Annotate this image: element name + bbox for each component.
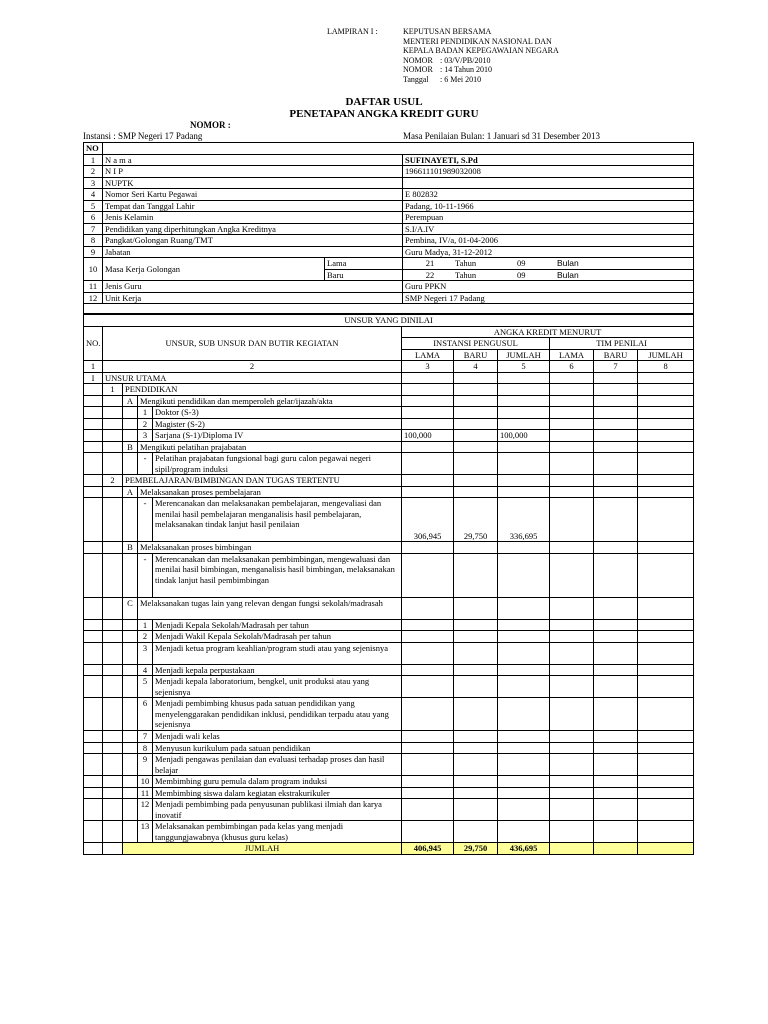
row-no: 2 (84, 166, 103, 178)
list-item (84, 731, 694, 743)
row-value (403, 177, 694, 189)
row-value: S.I/A.IV (403, 223, 694, 235)
row-no: 6 (84, 212, 103, 224)
list-item (84, 642, 694, 664)
colnum: 8 (638, 361, 694, 373)
nomor-label-1: NOMOR (403, 56, 433, 65)
item-no: 10 (138, 776, 153, 788)
list-item (84, 754, 694, 776)
item-label: Sarjana (S-1)/Diploma IV (153, 430, 402, 442)
item-label: Menjadi pembimbing khusus pada satuan pendidikan yang menyelenggarakan pendidikan inklusi, pendidikan terpadu atau yang sejenisnya (153, 698, 402, 731)
row-label: Jenis Guru (103, 281, 403, 293)
item-no: 4 (138, 664, 153, 676)
row-label: NUPTK (103, 177, 403, 189)
unsur-section-title: UNSUR YANG DINILAI (84, 315, 694, 327)
sub-unsur-label: Melaksanakan proses bimbingan (138, 542, 402, 554)
item-no: 3 (138, 642, 153, 664)
row-label: Unit Kerja (103, 292, 403, 304)
row-value: Padang, 10-11-1966 (403, 200, 694, 212)
header-line-1: KEPUTUSAN BERSAMA (403, 27, 492, 36)
value-jumlah: 100,000 (498, 430, 550, 442)
list-item (84, 676, 694, 698)
item-label: Menjadi kepala laboratorium, bengkel, unit produksi atau yang sejenisnya (153, 676, 402, 698)
identity-row (84, 246, 694, 258)
row-no: 7 (84, 223, 103, 235)
total-jumlah: 436,695 (498, 843, 550, 855)
item-label: Menjadi kepala perpustakaan (153, 664, 402, 676)
row-label: Jabatan (103, 246, 403, 258)
col-jumlah-1: JUMLAH (498, 349, 550, 361)
tanggal-value: : 6 Mei 2010 (440, 75, 482, 84)
item-label: Merencanakan dan melaksanakan pembimbingan, mengewaluasi dan menilai hasil bimbingan, menganalisis hasil bimbingan, melaksanakan tindak lanjut hasil pembimbingan (153, 553, 402, 597)
col-lama-2: LAMA (550, 349, 594, 361)
lampiran-label: LAMPIRAN I : (327, 27, 378, 36)
lama-bulan: 09 (517, 258, 526, 268)
masa-kerja-label: Masa Kerja Golongan (103, 258, 325, 281)
baru-label: Baru (325, 269, 403, 281)
masa-penilaian-text: Masa Penilaian Bulan: 1 Januari sd 31 Desember 2013 (403, 131, 600, 141)
item-no: 12 (138, 799, 153, 821)
identity-row (84, 189, 694, 201)
item-label: Melaksanakan pembimbingan pada kelas yang menjadi tanggungjawabnya (khusus guru kelas) (153, 821, 402, 843)
item-no: 9 (138, 754, 153, 776)
value-lama: 306,945 (402, 498, 454, 542)
sub-unsur-label: Melaksanakan proses pembelajaran (138, 486, 402, 498)
row-no: 4 (84, 189, 103, 201)
item-label: Menjadi ketua program keahlian/program studi atau yang sejenisnya (153, 642, 402, 664)
row-no: 5 (84, 200, 103, 212)
sub-unsur-label: Mengikuti pelatihan prajabatan (138, 441, 402, 453)
item-no: 11 (138, 787, 153, 799)
col-baru-2: BARU (594, 349, 638, 361)
identity-table (83, 142, 694, 314)
colnum: 5 (498, 361, 550, 373)
instansi-pengusul-header: INSTANSI PENGUSUL (402, 338, 550, 350)
header-line-3: KEPALA BADAN KEPEGAWAIAN NEGARA (403, 46, 559, 55)
value-jumlah: 336,695 (498, 498, 550, 542)
colnum: 1 (84, 361, 103, 373)
item-label: Menyusun kurikulum pada satuan pendidikan (153, 742, 402, 754)
col-lama-1: LAMA (402, 349, 454, 361)
list-item (84, 619, 694, 631)
row-label: Tempat dan Tanggal Lahir (103, 200, 403, 212)
item-no: 2 (138, 418, 153, 430)
item-dash: - (138, 553, 153, 597)
lama-tahun-label: Tahun (455, 258, 477, 268)
row-no: 1 (103, 384, 123, 396)
item-no: 7 (138, 731, 153, 743)
list-item (84, 664, 694, 676)
nomor-value-2: : 14 Tahun 2010 (440, 65, 492, 74)
row-letter: B (123, 441, 138, 453)
lama-bulan-label: Bulan (557, 258, 579, 268)
identity-row (84, 281, 694, 293)
unsur-utama: UNSUR UTAMA (103, 372, 402, 384)
col-unsur-header: UNSUR, SUB UNSUR DAN BUTIR KEGIATAN (103, 326, 402, 361)
row-no: 11 (84, 281, 103, 293)
item-no: 8 (138, 742, 153, 754)
item-label: Merencanakan dan melaksanakan pembelajaran, mengevaliasi dan menilai hasil pembelajaran menganalisis hasil pembelajaran, melaksanakan tindak lanjut hasil penilaian (153, 498, 402, 542)
angka-kredit-header: ANGKA KREDIT MENURUT (402, 326, 694, 338)
col-baru-1: BARU (454, 349, 498, 361)
nomor-value-1: : 03/V/PB/2010 (440, 56, 491, 65)
row-value: SMP Negeri 17 Padang (403, 292, 694, 304)
identity-row (84, 223, 694, 235)
value-baru: 29,750 (454, 498, 498, 542)
colnum: 6 (550, 361, 594, 373)
item-label: Menjadi pengawas penilaian dan evaluasi terhadap proses dan hasil belajar (153, 754, 402, 776)
nomor-label-2: NOMOR (403, 65, 433, 74)
tim-penilai-header: TIM PENILAI (550, 338, 694, 350)
item-dash: - (138, 498, 153, 542)
baru-bulan-label: Bulan (557, 269, 579, 280)
item-no: 3 (138, 430, 153, 442)
colnum: 7 (594, 361, 638, 373)
row-label: Jenis Kelamin (103, 212, 403, 224)
colnum: 2 (103, 361, 402, 373)
blank-header (103, 143, 694, 155)
baru-tahun: 22 (425, 269, 435, 280)
identity-row (84, 292, 694, 304)
item-no: 1 (138, 619, 153, 631)
jumlah-label: JUMLAH (123, 843, 402, 855)
identity-row (84, 200, 694, 212)
row-label: Nomor Seri Kartu Pegawai (103, 189, 403, 201)
item-label: Magister (S-2) (153, 418, 402, 430)
col-jumlah-2: JUMLAH (638, 349, 694, 361)
row-letter: A (123, 395, 138, 407)
identity-row (84, 235, 694, 247)
spacer-row (84, 304, 694, 314)
list-item (84, 787, 694, 799)
item-label: Membimbing siswa dalam kegiatan ekstrakurikuler (153, 787, 402, 799)
item-no: 6 (138, 698, 153, 731)
item-no: 2 (138, 631, 153, 643)
item-label: Menjadi Kepala Sekolah/Madrasah per tahun (153, 619, 402, 631)
identity-row (84, 166, 694, 178)
total-baru: 29,750 (454, 843, 498, 855)
row-value: Guru Madya, 31-12-2012 (403, 246, 694, 258)
identity-row (84, 154, 694, 166)
row-no: 10 (84, 258, 103, 281)
unsur-table (83, 314, 694, 855)
item-dash: - (138, 453, 153, 475)
list-item (84, 631, 694, 643)
nomor-heading: NOMOR : (190, 120, 231, 130)
row-label: N I P (103, 166, 403, 178)
row-letter: C (123, 597, 138, 619)
item-label: Menjadi Wakil Kepala Sekolah/Madrasah per tahun (153, 631, 402, 643)
sub-unsur-label: Mengikuti pendidikan dan memperoleh gelar/ijazah/akta (138, 395, 402, 407)
value-lama: 100,000 (402, 430, 454, 442)
identity-row (84, 177, 694, 189)
list-item (84, 821, 694, 843)
header-line-2: MENTERI PENDIDIKAN NASIONAL DAN (403, 37, 552, 46)
row-label: Pangkat/Golongan Ruang/TMT (103, 235, 403, 247)
colnum: 4 (454, 361, 498, 373)
item-no: 13 (138, 821, 153, 843)
row-no: 12 (84, 292, 103, 304)
item-label: Menjadi pembimbing pada penyusunan publikasi ilmiah dan karya inovatif (153, 799, 402, 821)
item-label: Membimbing guru pemula dalam program induksi (153, 776, 402, 788)
lama-label: Lama (325, 258, 403, 270)
pembelajaran-label: PEMBELAJARAN/BIMBINGAN DAN TUGAS TERTENTU (123, 475, 402, 487)
row-label: N a m a (103, 154, 403, 166)
tanggal-label: Tanggal (403, 75, 429, 84)
col-no-header: NO. (84, 326, 103, 361)
baru-tahun-label: Tahun (455, 269, 477, 280)
item-label: Pelatihan prajabatan fungsional bagi guru calon pegawai negeri sipil/program induksi (153, 453, 402, 475)
row-value: 196611101989032008 (403, 166, 694, 178)
item-label: Doktor (S-3) (153, 407, 402, 419)
list-item (84, 742, 694, 754)
document-title: DAFTAR USUL (345, 96, 423, 108)
row-label: Pendidikan yang diperhitungkan Angka Kreditnya (103, 223, 403, 235)
row-value: Pembina, IV/a, 01-04-2006 (403, 235, 694, 247)
baru-value (403, 269, 694, 281)
pendidikan-label: PENDIDIKAN (123, 384, 402, 396)
row-roman: I (84, 372, 103, 384)
lama-tahun: 21 (425, 258, 435, 268)
sub-unsur-label: Melaksanakan tugas lain yang relevan dengan fungsi sekolah/madrasah (138, 597, 402, 619)
item-no: 1 (138, 407, 153, 419)
row-letter: B (123, 542, 138, 554)
item-no: 5 (138, 676, 153, 698)
list-item (84, 799, 694, 821)
row-value: Guru PPKN (403, 281, 694, 293)
baru-bulan: 09 (517, 269, 526, 280)
row-value: SUFINAYETI, S.Pd (403, 154, 694, 166)
row-no: 3 (84, 177, 103, 189)
row-no: 8 (84, 235, 103, 247)
colnum: 3 (402, 361, 454, 373)
row-no: 9 (84, 246, 103, 258)
item-label: Menjadi wali kelas (153, 731, 402, 743)
row-no: 2 (103, 475, 123, 487)
row-letter: A (123, 486, 138, 498)
row-value: Perempuan (403, 212, 694, 224)
row-no: 1 (84, 154, 103, 166)
row-value: E 802832 (403, 189, 694, 201)
document-subtitle: PENETAPAN ANGKA KREDIT GURU (289, 108, 479, 120)
total-lama: 406,945 (402, 843, 454, 855)
no-header: NO (84, 143, 103, 155)
identity-row (84, 212, 694, 224)
list-item (84, 776, 694, 788)
instansi-text: Instansi : SMP Negeri 17 Padang (83, 131, 203, 141)
lama-value (403, 258, 694, 270)
list-item (84, 698, 694, 731)
